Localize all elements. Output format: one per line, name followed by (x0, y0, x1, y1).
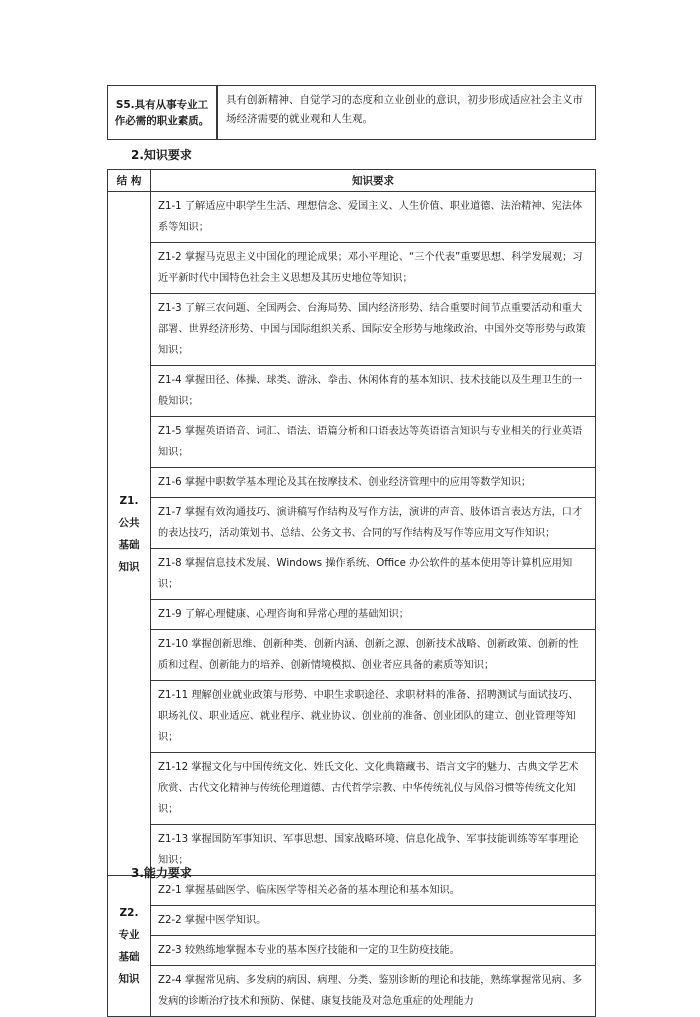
requirement-content-cell: 具有创新精神、自觉学习的态度和立业创业的意识，初步形成适应社会主义市场经济需要的就业观和人生观。 (217, 86, 596, 140)
table-row (108, 468, 596, 498)
table-row (108, 498, 596, 549)
knowledge-table-body (108, 192, 596, 1017)
table-row (108, 243, 596, 294)
table-row (108, 192, 596, 243)
table-row (108, 966, 596, 1017)
table-row (108, 417, 596, 468)
table-header-row (108, 170, 596, 192)
table-row (108, 366, 596, 417)
table-row (108, 549, 596, 600)
ability-section-heading: 3.能力要求 (131, 866, 192, 880)
quality-requirement-table (107, 85, 596, 140)
knowledge-item-cell: Z1-11 理解创业就业政策与形势、中职生求职途径、求职材料的准备、招聘测试与面试技巧、职场礼仪、职业适应、就业程序、就业协议、创业前的准备、创业团队的建立、创业管理等知识； (151, 681, 596, 753)
knowledge-item-cell: Z1-5 掌握英语语音、词汇、语法、语篇分析和口语表达等英语语言知识与专业相关的行业英语知识； (151, 417, 596, 468)
knowledge-section-heading: 2.知识要求 (131, 148, 192, 162)
knowledge-item-cell: Z1-1 了解适应中职学生生活、理想信念、爱国主义、人生价值、职业道德、法治精神、宪法体系等知识； (151, 192, 596, 243)
table-row (108, 906, 596, 936)
table-row (108, 600, 596, 630)
table-row (108, 294, 596, 366)
requirement-label-cell: S5.具有从事专业工作必需的职业素质。 (108, 86, 218, 140)
knowledge-item-cell: Z1-3 了解三农问题、全国两会、台海局势、国内经济形势、结合重要时间节点重要活动和重大部署、世界经济形势、中国与国际组织关系、国际安全形势与地缘政治、中国外交等形势与政策知识； (151, 294, 596, 366)
structure-group-cell: Z2.专业基础知识 (108, 876, 151, 1017)
knowledge-item-cell: Z1-6 掌握中职数学基本理论及其在按摩技术、创业经济管理中的应用等数学知识； (151, 468, 596, 498)
knowledge-item-cell: Z2-1 掌握基础医学、临床医学等相关必备的基本理论和基本知识。 (151, 876, 596, 906)
structure-group-cell: Z1.公共基础知识 (108, 192, 151, 876)
knowledge-item-cell: Z1-7 掌握有效沟通技巧、演讲稿写作结构及写作方法，演讲的声音、肢体语言表达方法，口才的表达技巧，活动策划书、总结、公务文书、合同的写作结构及写作等应用文写作知识； (151, 498, 596, 549)
knowledge-item-cell: Z1-9 了解心理健康、心理咨询和异常心理的基础知识； (151, 600, 596, 630)
knowledge-item-cell: Z1-13 掌握国防军事知识、军事思想、国家战略环境、信息化战争、军事技能训练等军事理论知识； (151, 825, 596, 876)
knowledge-item-cell: Z1-12 掌握文化与中国传统文化、姓氏文化、文化典籍藏书、语言文字的魅力、古典文学艺术欣赏、古代文化精神与传统伦理道德、古代哲学宗教、中华传统礼仪与风俗习惯等传统文化知识； (151, 753, 596, 825)
table-row (108, 936, 596, 966)
table-row (108, 681, 596, 753)
knowledge-item-cell: Z1-8 掌握信息技术发展、Windows 操作系统、Office 办公软件的基本使用等计算机应用知识； (151, 549, 596, 600)
column-header-structure: 结 构 (108, 170, 151, 192)
knowledge-item-cell: Z2-3 较熟练地掌握本专业的基本医疗技能和一定的卫生防疫技能。 (151, 936, 596, 966)
knowledge-item-cell: Z1-2 掌握马克思主义中国化的理论成果；邓小平理论、“三个代表”重要思想、科学发展观；习近平新时代中国特色社会主义思想及其历史地位等知识； (151, 243, 596, 294)
knowledge-item-cell: Z1-10 掌握创新思维、创新种类、创新内涵、创新之源、创新技术战略、创新政策、创新的性质和过程、创新能力的培养、创新情境模拟、创业者应具备的素质等知识； (151, 630, 596, 681)
knowledge-item-cell: Z1-4 掌握田径、体操、球类、游泳、拳击、休闲体育的基本知识、技术技能以及生理卫生的一般知识； (151, 366, 596, 417)
table-row (108, 753, 596, 825)
knowledge-item-cell: Z2-4 掌握常见病、多发病的病因、病理、分类、鉴别诊断的理论和技能，熟练掌握常见病、多发病的诊断治疗技术和预防、保健、康复技能及对急危重症的处理能力 (151, 966, 596, 1017)
knowledge-requirements-table (107, 169, 596, 1017)
table-row (108, 630, 596, 681)
column-header-knowledge: 知识要求 (151, 170, 596, 192)
knowledge-item-cell: Z2-2 掌握中医学知识。 (151, 906, 596, 936)
table-row (108, 86, 596, 140)
